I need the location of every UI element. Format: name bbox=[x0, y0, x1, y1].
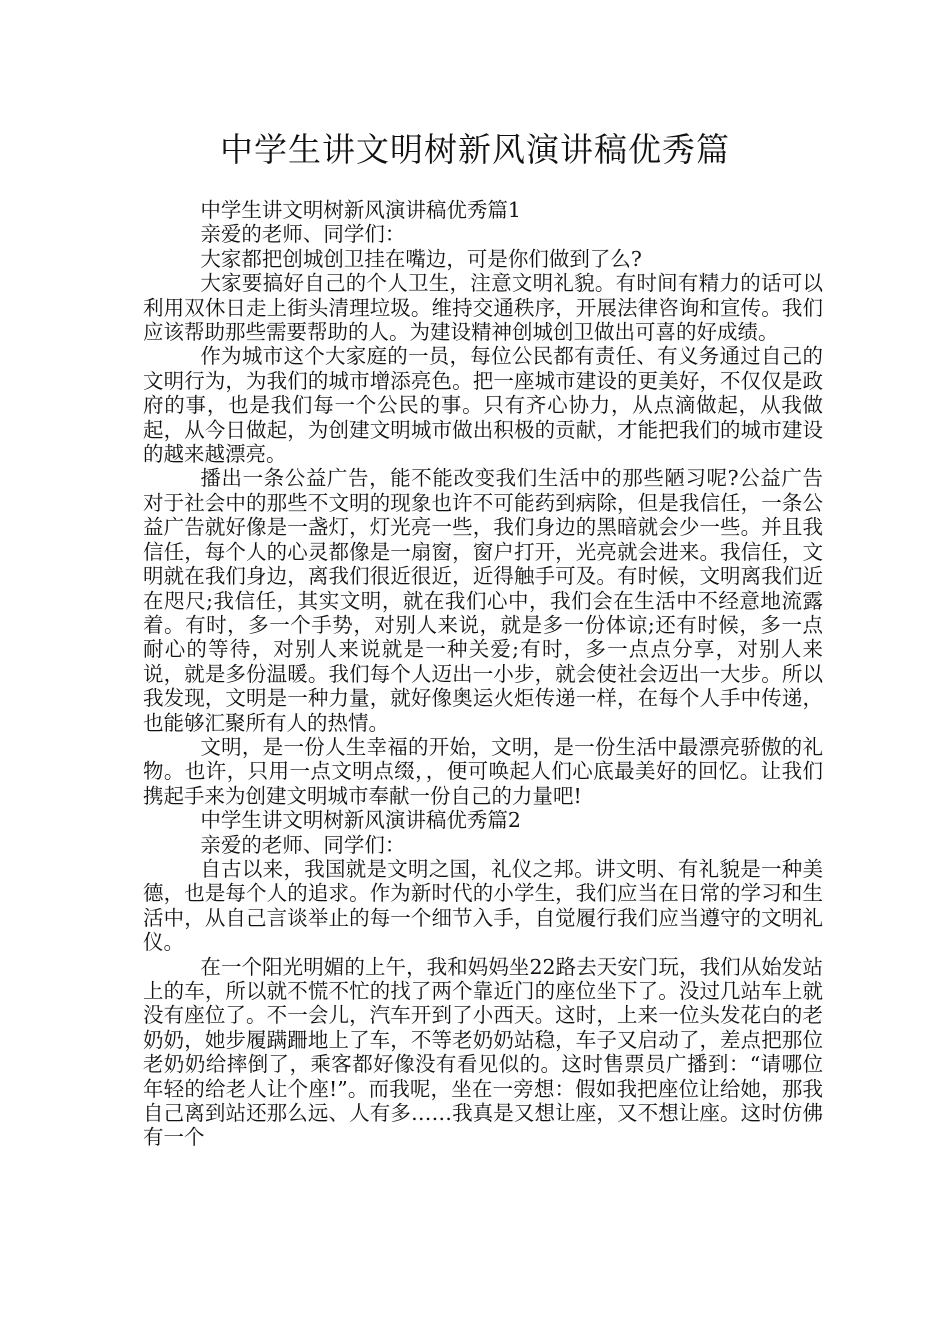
document-title: 中学生讲文明树新风演讲稿优秀篇 bbox=[220, 130, 730, 169]
body-paragraph: 在一个阳光明媚的上午，我和妈妈坐22路去天安门玩，我们从始发站上的车，所以就不慌不忙的找了两个靠近门的座位坐下了。没过几站车上就没有座位了。不一会儿，汽车开到了小西天。这时，上来一位头发花白的老奶奶，她步履蹒跚地上了车，不等老奶奶站稳，车子又启动了，差点把那位老奶奶给摔倒了，乘客都好像没有看见似的。这时售票员广播到：“请哪位年轻的给老人让个座!”。而我呢，坐在一旁想：假如我把座位让给她，那我自己离到站还那么远、人有多……我真是又想让座，又不想让座。这时仿佛有一个 bbox=[143, 954, 823, 1150]
body-paragraph: 大家要搞好自己的个人卫生，注意文明礼貌。有时间有精力的话可以利用双休日走上街头清理垃圾。维持交通秩序，开展法律咨询和宣传。我们应该帮助那些需要帮助的人。为建设精神创城创卫做出可喜的好成绩。 bbox=[143, 271, 823, 345]
section-heading-1: 中学生讲文明树新风演讲稿优秀篇1 bbox=[200, 198, 521, 222]
salutation-1: 亲爱的老师、同学们： bbox=[200, 222, 406, 247]
document-body bbox=[143, 198, 823, 1150]
body-paragraph: 文明，是一份人生幸福的开始，文明，是一份生活中最漂亮骄傲的礼物。也许，只用一点文明点缀，，便可唤起人们心底最美好的回忆。让我们携起手来为创建文明城市奉献一份自己的力量吧! bbox=[143, 734, 823, 808]
section-heading-2: 中学生讲文明树新风演讲稿优秀篇2 bbox=[200, 808, 521, 833]
salutation-2: 亲爱的老师、同学们： bbox=[200, 832, 406, 857]
body-paragraph: 播出一条公益广告，能不能改变我们生活中的那些陋习呢?公益广告对于社会中的那些不文明的现象也许不可能药到病除，但是我信任，一条公益广告就好像是一盏灯，灯光亮一些，我们身边的黑暗就会少一些。并且我信任，每个人的心灵都像是一扇窗，窗户打开，光亮就会进来。我信任，文明就在我们身边，离我们很近很近，近得触手可及。有时候，文明离我们近在咫尺;我信任，其实文明，就在我们心中，我们会在生活中不经意地流露着。有时，多一个手势，对别人来说，就是多一份体谅;还有时候，多一点耐心的等待，对别人来说就是一种关爱;有时，多一点点分享，对别人来说，就是多份温暖。我们每个人迈出一小步，就会使社会迈出一大步。所以我发现，文明是一种力量，就好像奥运火炬传递一样，在每个人手中传递，也能够汇聚所有人的热情。 bbox=[143, 466, 823, 735]
body-paragraph: 大家都把创城创卫挂在嘴边，可是你们做到了么? bbox=[200, 246, 642, 271]
body-paragraph: 自古以来，我国就是文明之国，礼仪之邦。讲文明、有礼貌是一种美德，也是每个人的追求。作为新时代的小学生，我们应当在日常的学习和生活中，从自己言谈举止的每一个细节入手，自觉履行我们应当遵守的文明礼仪。 bbox=[143, 856, 823, 955]
body-paragraph: 作为城市这个大家庭的一员，每位公民都有责任、有义务通过自己的文明行为，为我们的城市增添亮色。把一座城市建设的更美好，不仅仅是政府的事，也是我们每一个公民的事。只有齐心协力，从点滴做起，从我做起，从今日做起，为创建文明城市做出积极的贡献，才能把我们的城市建设的越来越漂亮。 bbox=[143, 344, 823, 467]
